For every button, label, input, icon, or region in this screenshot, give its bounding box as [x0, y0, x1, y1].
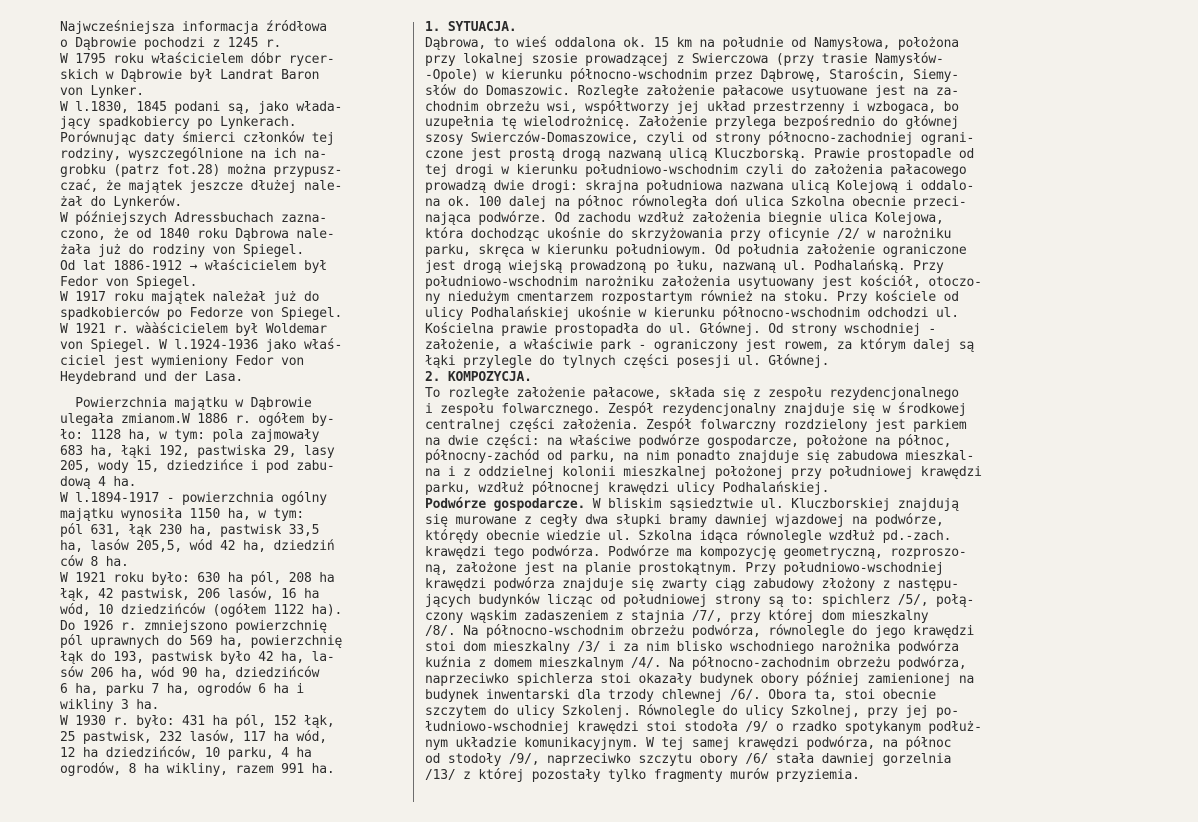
text-line: Kościelna prawie prostopadła do ul. Głównej. Od strony wschodniej - — [425, 322, 936, 338]
text-line: Powierzchnia majątku w Dąbrowie — [60, 395, 312, 411]
text-line: uzupełnia tę wielodrożnicę. Założenie przylega bezpośrednio do głównej — [425, 115, 959, 131]
section-heading-kompozycja: 2. KOMPOZYCJA. — [425, 369, 532, 385]
text-line: się murowane z cegły dwa słupki bramy dawniej wjazdowej na podwórze, — [425, 513, 944, 529]
text-line: pól uprawnych do 569 ha, powierzchnię — [60, 634, 343, 650]
text-line: Do 1926 r. zmniejszono powierzchnię — [60, 618, 327, 634]
text-line: sów 206 ha, wód 90 ha, dziedzińców — [60, 666, 320, 682]
text-line: na i z oddzielnej kolonii mieszkalnej położonej przy południowej krawędzi — [425, 465, 982, 481]
text-line: jest drogą wiejską prowadzoną po łuku, nazwaną ul. Podhalańską. Przy — [425, 258, 944, 274]
text-line: ną, założone jest na planie prostokątnym. Przy południowo-wschodniej — [425, 560, 944, 576]
paragraph-gap — [60, 386, 410, 396]
text-line: i zespołu folwarcznego. Zespół rezydencjonalny znajduje się w środkowej — [425, 401, 967, 417]
text-line: von Lynker. — [60, 83, 144, 99]
text-line: W 1930 r. było: 431 ha pól, 152 łąk, — [60, 713, 335, 729]
text-line: Fedor von Spiegel. — [60, 274, 198, 290]
text-line: kuźnia z domem mieszkalnym /4/. Na północno-zachodnim obrzeżu podwórza, — [425, 656, 967, 672]
text-line: na ok. 100 dalej na północ równoległa doń ulica Szkolna obecnie przeci- — [425, 194, 967, 210]
text-line: która dochodząc ukośnie do skrzyżowania przy oficynie /2/ w narożniku — [425, 226, 952, 242]
text-line: jący spadkobiercy po Lynkerach. — [60, 115, 297, 131]
text-line: łudniowo-wschodniej krawędzi stoi stodoła /9/ o rzadko spotykanym podłuż- — [425, 719, 982, 735]
text-line: nym układzie komunikacyjnym. W tej samej krawędzi podwórza, na północ — [425, 735, 952, 751]
text-line: ło: 1128 ha, w tym: pola zajmowały — [60, 427, 320, 443]
text-line: łąk do 193, pastwisk było 42 ha, la- — [60, 650, 335, 666]
left-column — [60, 20, 410, 778]
text-line: ha, lasów 205,5, wód 42 ha, dziedziń — [60, 539, 335, 554]
text-line: chodnim obrzeżu wsi, współtworzy jej układ przestrzenny i wzbogaca, bo — [425, 99, 959, 115]
text-line: od stodoły /9/, naprzeciwko szczytu obory /6/ stała dawniej gorzelnia — [425, 751, 952, 767]
text-line: parku, wzdłuż północnej krawędzi ulicy Podhalańskiej. — [425, 481, 830, 497]
text-line: na dwie części: na właściwe podwórze gospodarcze, położone na północ, — [425, 433, 952, 449]
column-divider — [413, 22, 414, 802]
text-line: krawędzi tego podwórza. Podwórze ma kompozycję geometryczną, rozproszo- — [425, 544, 967, 560]
text-line: czać, że majątek jeszcze dłużej nale- — [60, 179, 343, 195]
subsection-first-line-text: W bliskim sąsiedztwie ul. Kluczborskiej znajdują — [585, 497, 959, 513]
history-paragraph — [60, 20, 410, 386]
text-line: W 1921 roku było: 630 ha pól, 208 ha — [60, 570, 335, 586]
section-podworze-text — [425, 513, 1170, 783]
text-line: parku, skręca w kierunku południowym. Od południa założenie ograniczone — [425, 242, 967, 258]
right-column — [425, 20, 1170, 784]
text-line: szczytem do ulicy Szkolenj. Równolegle do ulicy Szkolnej, przy jej po- — [425, 703, 959, 719]
text-line: pól 631, łąk 230 ha, pastwisk 33,5 — [60, 523, 320, 539]
text-line: W l.1830, 1845 podani są, jako włada- — [60, 99, 343, 115]
text-line: 25 pastwisk, 232 lasów, 117 ha wód, — [60, 729, 327, 745]
text-line: W 1917 roku majątek należał już do — [60, 290, 320, 306]
text-line: szosy Świerczów-Domaszowice, czyli od strony północno-zachodniej ograni- — [425, 131, 975, 147]
text-line: którędy obecnie wiedzie ul. Szkolna idąca równolegle wzdłuż pd.-zach. — [425, 529, 952, 544]
text-line: ciciel jest wymieniony Fedor von — [60, 354, 305, 370]
text-line: W 1795 roku właścicielem dóbr rycer- — [60, 51, 335, 67]
text-line: o Dąbrowie pochodzi z 1245 r. — [60, 35, 282, 51]
text-line: -Opole) w kierunku północno-wschodnim przez Dąbrowę, Starościn, Siemy- — [425, 67, 959, 83]
text-line: Najwcześniejsza informacja źródłowa — [60, 20, 327, 35]
text-line: /13/ z której pozostały tylko fragmenty murów przyziemia. — [425, 767, 860, 783]
text-line: budynek inwentarski dla trzody chlewnej /6/. Obora ta, stoi obecnie — [425, 688, 936, 704]
text-line: nająca podwórze. Od zachodu wzdłuż założenia biegnie ulica Kolejowa, — [425, 210, 944, 226]
text-line: czony wąskim zadaszeniem z stajnia /7/, przy której dom mieszkalny — [425, 608, 929, 624]
text-line: Heydebrand und der Lasa. — [60, 369, 244, 385]
text-line: północny-zachód od parku, na nim ponadto znajduje się zabudowa mieszkal- — [425, 449, 975, 465]
subsection-heading: Podwórze gospodarcze. — [425, 497, 586, 513]
text-line: centralnej części założenia. Zespół folwarczny rozdzielony jest parkiem — [425, 417, 967, 433]
text-line: łąki przylegle do tylnych części posesji ul. Głównej. — [425, 354, 830, 370]
text-line: wód, 10 dziedzińców (ogółem 1122 ha). — [60, 602, 343, 618]
area-paragraph — [60, 396, 410, 778]
text-line: grobku (patrz fot.28) można przypusz- — [60, 163, 343, 179]
text-line: spadkobierców po Fedorze von Spiegel. — [60, 306, 343, 322]
section-heading-sytuacja: 1. SYTUACJA. — [425, 20, 517, 35]
text-line: skich w Dąbrowie był Landrat Baron — [60, 67, 320, 83]
text-line: naprzeciwko spichlerza stoi okazały budynek obory później zamienionej na — [425, 672, 975, 688]
text-line: wikliny 3 ha. — [60, 698, 160, 714]
text-line: ulegała zmianom.W 1886 r. ogółem by- — [60, 411, 335, 427]
text-line: żał do Lynkerów. — [60, 194, 183, 210]
text-line: 6 ha, parku 7 ha, ogrodów 6 ha i — [60, 682, 305, 698]
text-line: ny niedużym cmentarzem rozpostartym również na stoku. Przy kościele od — [425, 290, 959, 306]
section-kompozycja-text — [425, 386, 1170, 497]
text-line: W l.1894-1917 - powierzchnia ogólny — [60, 491, 327, 507]
text-line: ulicy Podhalańskiej ukośnie w kierunku północno-wschodnim odchodzi ul. — [425, 306, 959, 322]
text-line: południowo-wschodnim narożniku założenia usytuowany jest kościół, otoczo- — [425, 274, 982, 290]
section-sytuacja-text — [425, 36, 1170, 370]
text-line: rodziny, wyszczególnione na ich na- — [60, 147, 327, 163]
text-line: przy lokalnej szosie prowadzącej z Świerczowa (przy trasie Namysłów- — [425, 51, 944, 67]
text-line: W późniejszych Adressbuchach zazna- — [60, 210, 327, 226]
text-line: jących budynków licząc od południowej strony są to: spichlerz /5/, połą- — [425, 592, 975, 608]
text-line: 683 ha, łąki 192, pastwiska 29, lasy — [60, 443, 335, 459]
text-line: czone jest prostą drogą nazwaną ulicą Kluczborską. Prawie prostopadle od — [425, 147, 975, 163]
text-line: To rozległe założenie pałacowe, składa się z zespołu rezydencjonalnego — [425, 385, 959, 401]
text-line: założenie, a właściwie park - ograniczony jest rowem, za którym dalej są — [425, 338, 975, 354]
text-line: tej drogi w kierunku południowo-wschodnim czyli do założenia pałacowego — [425, 163, 967, 179]
text-line: 12 ha dziedzińców, 10 parku, 4 ha — [60, 745, 312, 761]
text-line: czono, że od 1840 roku Dąbrowa nale- — [60, 226, 335, 242]
text-line: W 1921 r. wààścicielem był Woldemar — [60, 322, 327, 338]
text-line: dową 4 ha. — [60, 475, 137, 491]
text-line: Od lat 1886-1912 → właścicielem był — [60, 258, 327, 274]
text-line: prowadzą dwie drogi: skrajna południowa nazwana ulicą Kolejową i oddalo- — [425, 179, 975, 195]
text-line: ców 8 ha. — [60, 554, 129, 570]
text-line: von Spiegel. W l.1924-1936 jako właś- — [60, 338, 343, 354]
text-line: ogrodów, 8 ha wikliny, razem 991 ha. — [60, 761, 335, 777]
text-line: majątku wynosiła 1150 ha, w tym: — [60, 507, 305, 523]
subsection-first-line — [425, 497, 1170, 513]
text-line: Porównując daty śmierci członków tej — [60, 131, 335, 147]
text-line: stoi dom mieszkalny /3/ i za nim blisko wschodniego narożnika podwórza — [425, 640, 959, 656]
text-line: żała już do rodziny von Spiegel. — [60, 242, 305, 258]
text-line: słów do Domaszowic. Rozległe założenie pałacowe usytuowane jest na za- — [425, 83, 959, 99]
text-line: /8/. Na północno-wschodnim obrzeżu podwórza, równolegle do jego krawędzi — [425, 624, 975, 640]
text-line: 205, wody 15, dziedzińce i pod zabu- — [60, 459, 335, 475]
text-line: łąk, 42 pastwisk, 206 lasów, 16 ha — [60, 586, 320, 602]
text-line: krawędzi podwórza znajduje się zwarty ciąg zabudowy złożony z następu- — [425, 576, 959, 592]
text-line: Dąbrowa, to wieś oddalona ok. 15 km na południe od Namysłowa, położona — [425, 35, 959, 51]
